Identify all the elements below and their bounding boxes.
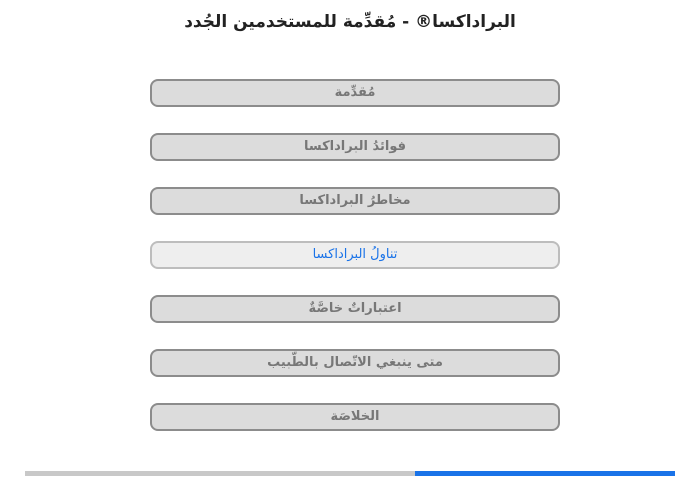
page-title: البراداكسا® - مُقدِّمة للمستخدمين الجُدد bbox=[184, 12, 516, 32]
progress-bar bbox=[25, 471, 675, 476]
progress-bar-fill bbox=[415, 471, 675, 476]
menu-item-introduction[interactable]: مُقدِّمة bbox=[150, 79, 560, 107]
menu-item-benefits[interactable]: فوائدُ البراداكسا bbox=[150, 133, 560, 161]
menu-item-special-considerations[interactable]: اعتباراتٌ خاصَّةٌ bbox=[150, 295, 560, 323]
navigation-menu bbox=[150, 79, 560, 457]
menu-item-taking[interactable]: تناولُ البراداكسا bbox=[150, 241, 560, 269]
menu-item-risks[interactable]: مخاطرُ البراداكسا bbox=[150, 187, 560, 215]
menu-item-when-to-call-doctor[interactable]: متى ينبغي الاتّصال بالطّبيب bbox=[150, 349, 560, 377]
menu-item-summary[interactable]: الخلاصَة bbox=[150, 403, 560, 431]
